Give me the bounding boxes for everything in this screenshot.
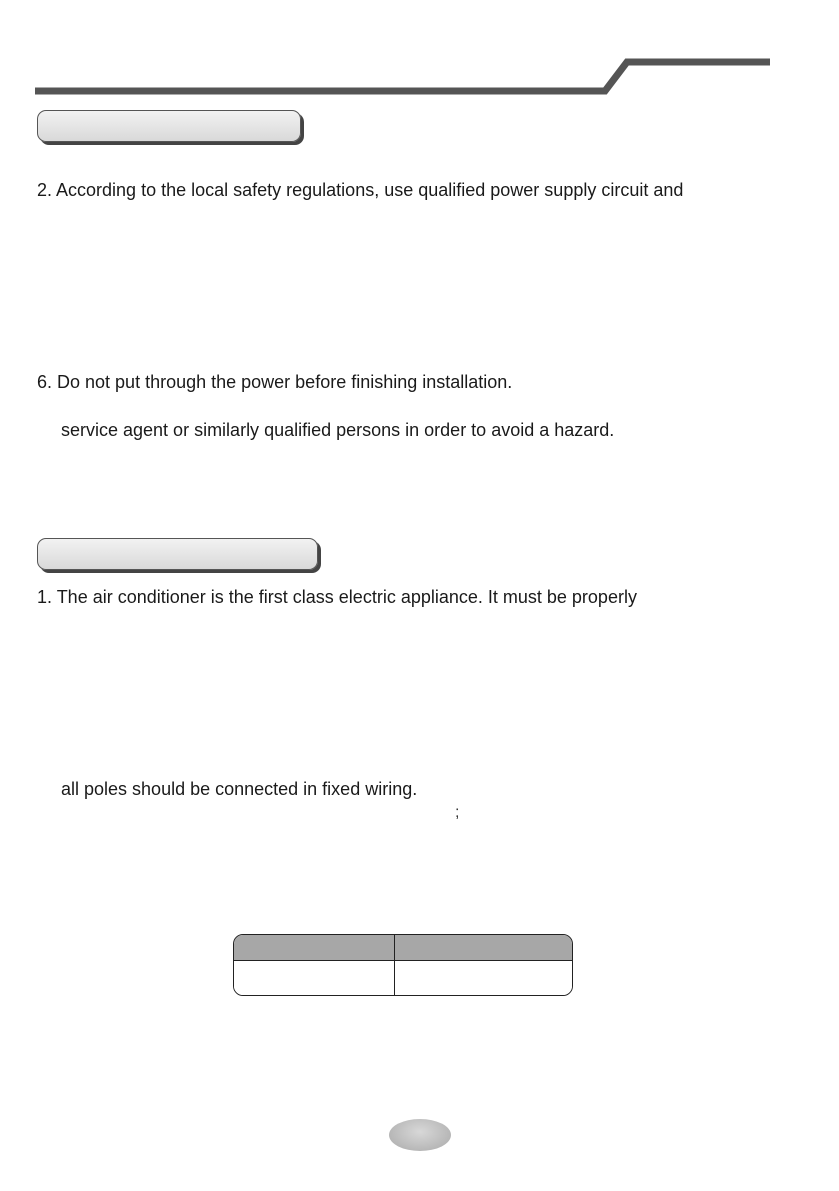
section-2-line-2: all poles should be connected in fixed wiring. (61, 779, 418, 799)
section-tab-1 (37, 110, 301, 142)
header-rule (0, 0, 839, 100)
page-number-badge (389, 1119, 451, 1151)
section-2-line-1: 1. The air conditioner is the first class electric appliance. It must be properly (37, 587, 637, 607)
section-1-line-3: service agent or similarly qualified persons in order to avoid a hazard. (61, 420, 615, 440)
spec-table-header-1 (234, 935, 395, 961)
stray-semicolon: ; (455, 804, 460, 821)
spec-table (233, 934, 573, 996)
spec-table-cell-2 (395, 961, 572, 995)
spec-table-cell-1 (234, 961, 395, 995)
section-tab-2 (37, 538, 318, 570)
section-1-line-1: 2. According to the local safety regulations, use qualified power supply circuit and (37, 180, 684, 200)
section-1-line-2: 6. Do not put through the power before finishing installation. (37, 372, 513, 392)
spec-table-header-2 (395, 935, 572, 961)
header-rule-line (35, 62, 770, 91)
